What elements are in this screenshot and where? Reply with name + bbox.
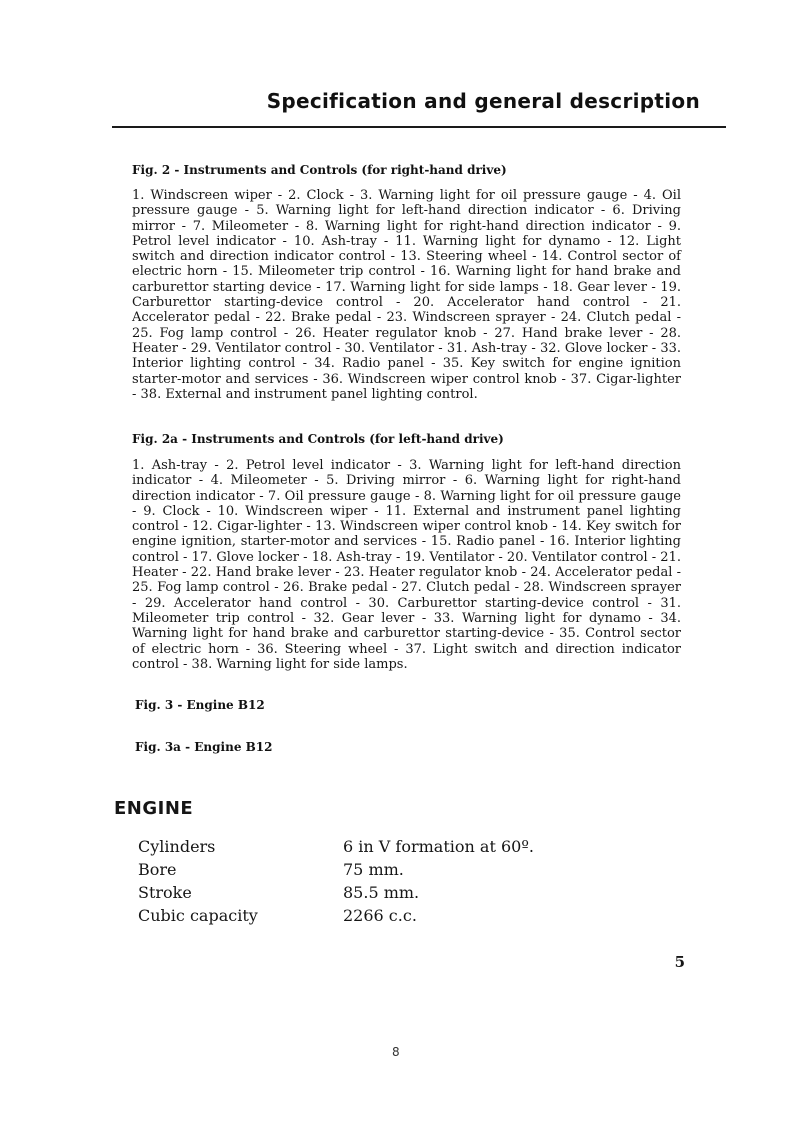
page-header-title: Specification and general description <box>266 89 700 113</box>
engine-section-title: ENGINE <box>114 798 194 819</box>
fig-2a-heading: Fig. 2a - Instruments and Controls (for left-hand drive) <box>132 432 504 446</box>
spec-value: 85.5 mm. <box>343 883 420 902</box>
fig-3-heading: Fig. 3 - Engine B12 <box>135 698 265 712</box>
fig-2-legend: 1. Windscreen wiper - 2. Clock - 3. Warning light for oil pressure gauge - 4. Oil pressure gauge - 5. Warning light for left-hand direction indicator - 6. Driving mirror - 7. Mileometer - 8. Warning light for right-hand direction indicator - 9. Petrol level indicator - 10. Ash-tray - 11. Warning light for dynamo - 12. Light switch and direction indicator control - 13. Steering wheel - 14. Control sector of electric horn - 15. Mileometer trip control - 16. Warning light for hand brake and carburettor starting device - 17. Warning light for side lamps - 18. Gear lever - 19. Carburettor starting-device control - 20. Accelerator hand control - 21. Accelerator pedal - 22. Brake pedal - 23. Windscreen sprayer - 24. Clutch pedal - 25. Fog lamp control - 26. Heater regulator knob - 27. Hand brake lever - 28. Heater - 29. Ventilator control - 30. Ventilator - 31. Ash-tray - 32. Glove locker - 33. Interior lighting control - 34. Radio panel - 35. Key switch for engine ignition starter-motor and services - 36. Windscreen wiper control knob - 37. Cigar-lighter - 38. External and instrument panel lighting control. <box>132 188 681 402</box>
spec-value: 6 in V formation at 60º. <box>343 837 534 856</box>
spec-label: Cylinders <box>138 837 216 856</box>
spec-label: Cubic capacity <box>138 906 258 925</box>
spec-value: 75 mm. <box>343 860 404 879</box>
spec-value: 2266 c.c. <box>343 906 417 925</box>
header-rule <box>112 126 726 128</box>
spec-label: Bore <box>138 860 177 879</box>
fig-2a-legend: 1. Ash-tray - 2. Petrol level indicator - 3. Warning light for left-hand direction indicator - 4. Mileometer - 5. Driving mirror - 6. Warning light for right-hand direction indicator - 7. Oil pressure gauge - 8. Warning light for oil pressure gauge - 9. Clock - 10. Windscreen wiper - 11. External and instrument panel lighting control - 12. Cigar-lighter - 13. Windscreen wiper control knob - 14. Key switch for engine ignition, starter-motor and services - 15. Radio panel - 16. Interior lighting control - 17. Glove locker - 18. Ash-tray - 19. Ventilator - 20. Ventilator control - 21. Heater - 22. Hand brake lever - 23. Heater regulator knob - 24. Accelerator pedal - 25. Fog lamp control - 26. Brake pedal - 27. Clutch pedal - 28. Windscreen sprayer - 29. Accelerator hand control - 30. Carburettor starting-device control - 31. Mileometer trip control - 32. Gear lever - 33. Warning light for dynamo - 34. Warning light for hand brake and carburettor starting-device - 35. Control sector of electric horn - 36. Steering wheel - 37. Light switch and direction indicator control - 38. Warning light for side lamps. <box>132 458 681 672</box>
fig-2-heading: Fig. 2 - Instruments and Controls (for right-hand drive) <box>132 163 507 177</box>
spec-label: Stroke <box>138 883 192 902</box>
printed-page-number: 5 <box>674 953 685 971</box>
fig-3a-heading: Fig. 3a - Engine B12 <box>135 740 273 754</box>
scan-page-number: 8 <box>392 1045 400 1059</box>
